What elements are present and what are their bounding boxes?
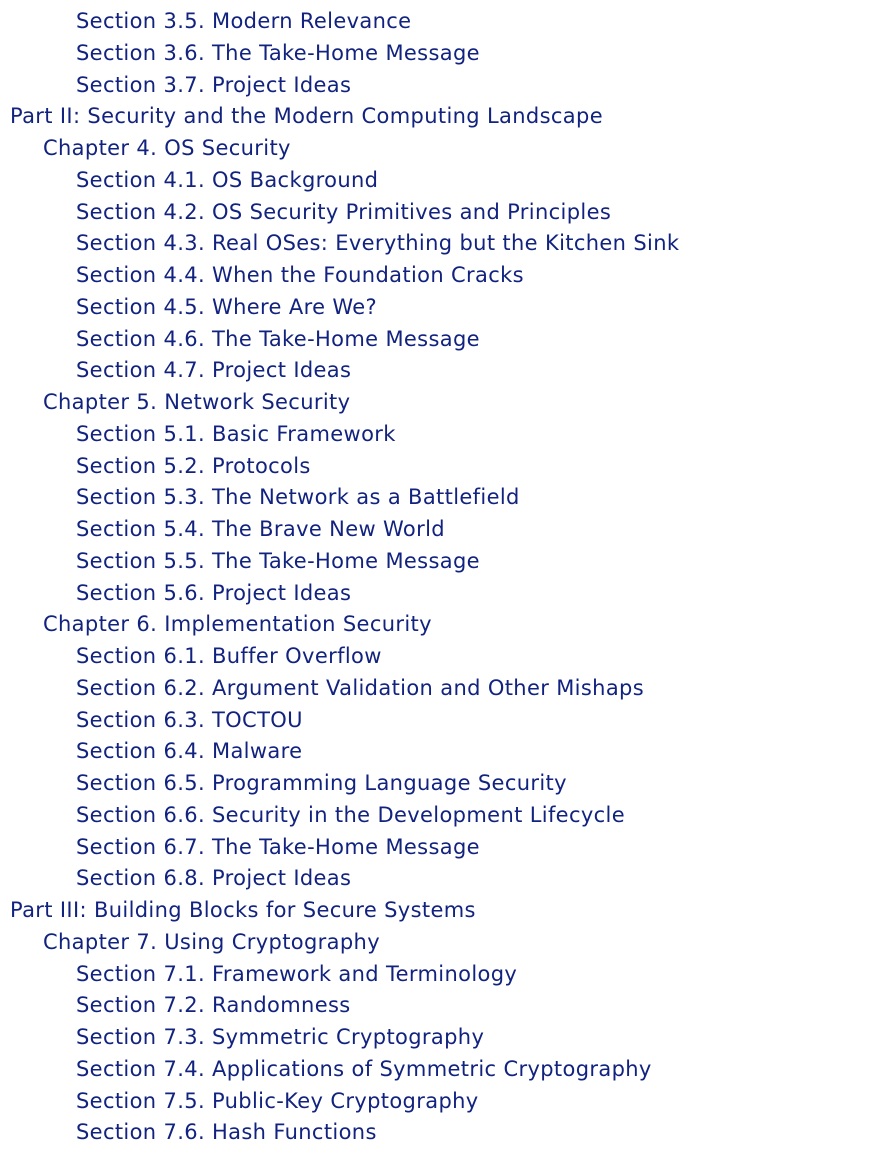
toc-section-3-7 bbox=[0, 70, 893, 102]
toc-link[interactable]: Chapter 4. OS Security bbox=[43, 136, 291, 160]
toc-link[interactable]: Section 4.3. Real OSes: Everything but the Kitchen Sink bbox=[76, 231, 680, 256]
toc-section-7-2 bbox=[0, 990, 893, 1022]
toc-link[interactable]: Section 7.6. Hash Functions bbox=[76, 1120, 377, 1145]
toc-section-3-5 bbox=[0, 6, 893, 38]
toc-link[interactable]: Section 5.5. The Take-Home Message bbox=[76, 548, 480, 573]
toc-link[interactable]: Section 4.2. OS Security Primitives and Principles bbox=[76, 199, 612, 224]
toc-section-4-4 bbox=[0, 260, 893, 292]
toc-link[interactable]: Section 7.4. Applications of Symmetric Cryptography bbox=[76, 1056, 652, 1081]
toc-link[interactable]: Section 7.1. Framework and Terminology bbox=[76, 961, 518, 986]
toc-link[interactable]: Section 5.6. Project Ideas bbox=[76, 580, 352, 605]
toc-section-4-3 bbox=[0, 228, 893, 260]
toc-section-7-5 bbox=[0, 1086, 893, 1118]
toc-section-4-6 bbox=[0, 324, 893, 356]
toc-section-5-2 bbox=[0, 451, 893, 483]
toc-link[interactable]: Section 4.4. When the Foundation Cracks bbox=[76, 263, 524, 287]
toc-section-6-8 bbox=[0, 863, 893, 895]
toc-link[interactable]: Section 6.6. Security in the Development Lifecycle bbox=[76, 802, 625, 827]
toc-section-6-2 bbox=[0, 673, 893, 705]
toc-section-7-3 bbox=[0, 1022, 893, 1054]
toc-section-7-1 bbox=[0, 959, 893, 991]
toc-link[interactable]: Section 4.1. OS Background bbox=[76, 167, 379, 192]
toc-section-4-1 bbox=[0, 165, 893, 197]
toc-link[interactable]: Section 4.5. Where Are We? bbox=[76, 294, 378, 319]
toc-section-5-1 bbox=[0, 419, 893, 451]
toc-link[interactable]: Section 5.1. Basic Framework bbox=[76, 421, 396, 446]
toc-link[interactable]: Section 5.3. The Network as a Battlefield bbox=[76, 485, 520, 510]
toc-section-4-2 bbox=[0, 197, 893, 229]
toc-link[interactable]: Section 5.4. The Brave New World bbox=[76, 517, 445, 541]
toc-section-6-7 bbox=[0, 832, 893, 864]
toc-link[interactable]: Section 3.5. Modern Relevance bbox=[76, 9, 412, 33]
toc-chapter-6 bbox=[0, 609, 893, 641]
toc-link[interactable]: Chapter 5. Network Security bbox=[43, 390, 351, 414]
toc-part-2 bbox=[0, 101, 893, 133]
toc-link[interactable]: Section 6.1. Buffer Overflow bbox=[76, 644, 382, 668]
toc-link[interactable]: Section 6.5. Programming Language Security bbox=[76, 771, 567, 795]
toc-link[interactable]: Part III: Building Blocks for Secure Systems bbox=[10, 898, 476, 922]
toc-chapter-4 bbox=[0, 133, 893, 165]
toc-link[interactable]: Section 7.2. Randomness bbox=[76, 993, 351, 1018]
toc-link[interactable]: Section 3.6. The Take-Home Message bbox=[76, 40, 480, 65]
toc-chapter-7 bbox=[0, 927, 893, 959]
toc-link[interactable]: Section 4.6. The Take-Home Message bbox=[76, 326, 480, 351]
toc-link[interactable]: Chapter 7. Using Cryptography bbox=[43, 929, 380, 954]
toc-chapter-5 bbox=[0, 387, 893, 419]
toc-link[interactable]: Section 6.4. Malware bbox=[76, 739, 303, 764]
toc-section-5-4 bbox=[0, 514, 893, 546]
toc-link[interactable]: Part II: Security and the Modern Computing Landscape bbox=[10, 104, 603, 129]
toc-link[interactable]: Section 4.7. Project Ideas bbox=[76, 358, 352, 383]
toc-link[interactable]: Section 3.7. Project Ideas bbox=[76, 72, 352, 97]
toc-section-4-5 bbox=[0, 292, 893, 324]
toc-section-7-4 bbox=[0, 1054, 893, 1086]
toc-section-4-7 bbox=[0, 355, 893, 387]
toc-link[interactable]: Section 5.2. Protocols bbox=[76, 453, 311, 478]
toc-link[interactable]: Section 7.3. Symmetric Cryptography bbox=[76, 1025, 485, 1049]
toc-link[interactable]: Chapter 6. Implementation Security bbox=[43, 612, 432, 637]
toc-section-7-6 bbox=[0, 1117, 893, 1149]
toc-section-6-1 bbox=[0, 641, 893, 673]
toc-section-6-4 bbox=[0, 736, 893, 768]
toc-section-3-6 bbox=[0, 38, 893, 70]
toc-link[interactable]: Section 7.5. Public-Key Cryptography bbox=[76, 1088, 479, 1113]
toc-link[interactable]: Section 6.8. Project Ideas bbox=[76, 866, 352, 891]
toc-link[interactable]: Section 6.7. The Take-Home Message bbox=[76, 834, 480, 859]
toc-section-6-5 bbox=[0, 768, 893, 800]
toc-link[interactable]: Section 6.2. Argument Validation and Other Mishaps bbox=[76, 675, 645, 700]
toc-link[interactable]: Section 6.3. TOCTOU bbox=[76, 707, 303, 732]
toc-section-5-6 bbox=[0, 578, 893, 610]
toc-section-6-6 bbox=[0, 800, 893, 832]
toc-section-6-3 bbox=[0, 705, 893, 737]
toc-section-5-5 bbox=[0, 546, 893, 578]
toc-section-5-3 bbox=[0, 482, 893, 514]
toc-part-3 bbox=[0, 895, 893, 927]
